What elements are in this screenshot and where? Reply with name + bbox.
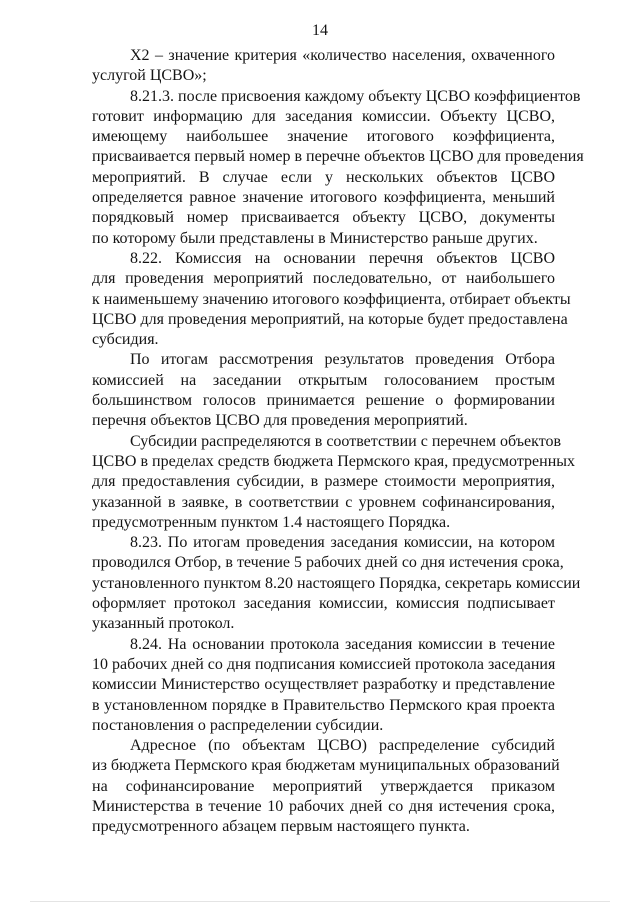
page-number: 14 <box>312 22 328 39</box>
text-line: X2 – значение критерия «количество населения, охваченного <box>130 47 555 64</box>
text-line: в установленном порядке в Правительство Пермского края проекта <box>92 696 555 714</box>
text-line: из бюджета Пермского края бюджетам муниципальных образований <box>92 757 560 775</box>
text-line: большинством голосов принимается решение о формировании <box>92 392 555 410</box>
paragraph-address-distribution <box>92 736 560 837</box>
paragraph-criterion-x2 <box>92 46 555 87</box>
text-line: проводился Отбор, в течение 5 рабочих дней со дня истечения срока, <box>92 554 564 572</box>
text-line: для предоставления субсидии, в размере стоимости мероприятия, <box>92 473 555 491</box>
text-line: 8.21.3. после присвоения каждому объекту ЦСВО коэффициентов <box>130 87 581 105</box>
text-line: ЦСВО для проведения мероприятий, на которые будет предоставлена <box>92 310 568 328</box>
text-line: оформляет протокол заседания комиссии, комиссия подписывает <box>92 595 555 613</box>
text-line: комиссией на заседании открытым голосованием простым <box>92 371 555 389</box>
text-line: Министерства в течение 10 рабочих дней со дня истечения срока, <box>92 797 555 815</box>
text-line: 10 рабочих дней со дня подписания комиссией протокола заседания <box>92 655 556 673</box>
text-line: ЦСВО в пределах средств бюджета Пермского края, предусмотренных <box>92 452 575 470</box>
text-line: субсидия. <box>92 331 159 349</box>
text-line: предусмотренного абзацем первым настоящего пункта. <box>92 818 470 836</box>
document-body <box>92 46 584 838</box>
text-line: перечня объектов ЦСВО для проведения мероприятий. <box>92 412 468 430</box>
text-line: постановления о распределении субсидии. <box>92 716 384 734</box>
paragraph-8-21-3 <box>92 87 584 249</box>
text-line: По итогам рассмотрения результатов проведения Отбора <box>130 351 555 369</box>
text-line: Адресное (по объектам ЦСВО) распределение субсидий <box>130 737 555 755</box>
text-line: Субсидии распределяются в соответствии с перечнем объектов <box>130 432 562 450</box>
text-line: на софинансирование мероприятий утверждается приказом <box>92 777 555 795</box>
text-line: имеющему наибольшее значение итогового коэффициента, <box>92 128 555 146</box>
text-line: 8.23. По итогам проведения заседания комиссии, на котором <box>130 534 555 552</box>
text-line: 8.24. На основании протокола заседания комиссии в течение <box>130 635 555 653</box>
text-line: определяется равное значение итогового коэффициента, меньший <box>92 189 555 207</box>
paragraph-8-23 <box>92 533 581 634</box>
text-line: предусмотренным пунктом 1.4 настоящего Порядка. <box>92 513 451 531</box>
text-line: услугой ЦСВО»; <box>92 67 207 85</box>
paragraph-8-22 <box>92 249 571 350</box>
paragraph-subsidy-distribution <box>92 432 575 533</box>
paragraph-selection-results <box>92 350 555 431</box>
text-line: по которому были представлены в Министерство раньше других. <box>92 229 538 247</box>
text-line: порядковый номер присваивается объекту ЦСВО, документы <box>92 209 555 227</box>
page-bottom-border <box>30 901 610 902</box>
text-line: мероприятий. В случае если у нескольких объектов ЦСВО <box>92 168 555 186</box>
text-line: для проведения мероприятий последовательно, от наибольшего <box>92 270 555 288</box>
text-line: комиссии Министерство осуществляет разработку и представление <box>92 676 555 694</box>
text-line: присваивается первый номер в перечне объектов ЦСВО для проведения <box>92 148 584 166</box>
text-line: 8.22. Комиссия на основании перечня объектов ЦСВО <box>130 249 555 267</box>
text-line: к наименьшему значению итогового коэффициента, отбирает объекты <box>92 290 571 308</box>
text-line: указанный протокол. <box>92 615 235 633</box>
text-line: готовит информацию для заседания комиссии. Объекту ЦСВО, <box>92 107 555 125</box>
text-line: установленного пунктом 8.20 настоящего Порядка, секретарь комиссии <box>92 574 581 592</box>
paragraph-8-24 <box>92 635 555 736</box>
text-line: указанной в заявке, в соответствии с уровнем софинансирования, <box>92 493 555 511</box>
